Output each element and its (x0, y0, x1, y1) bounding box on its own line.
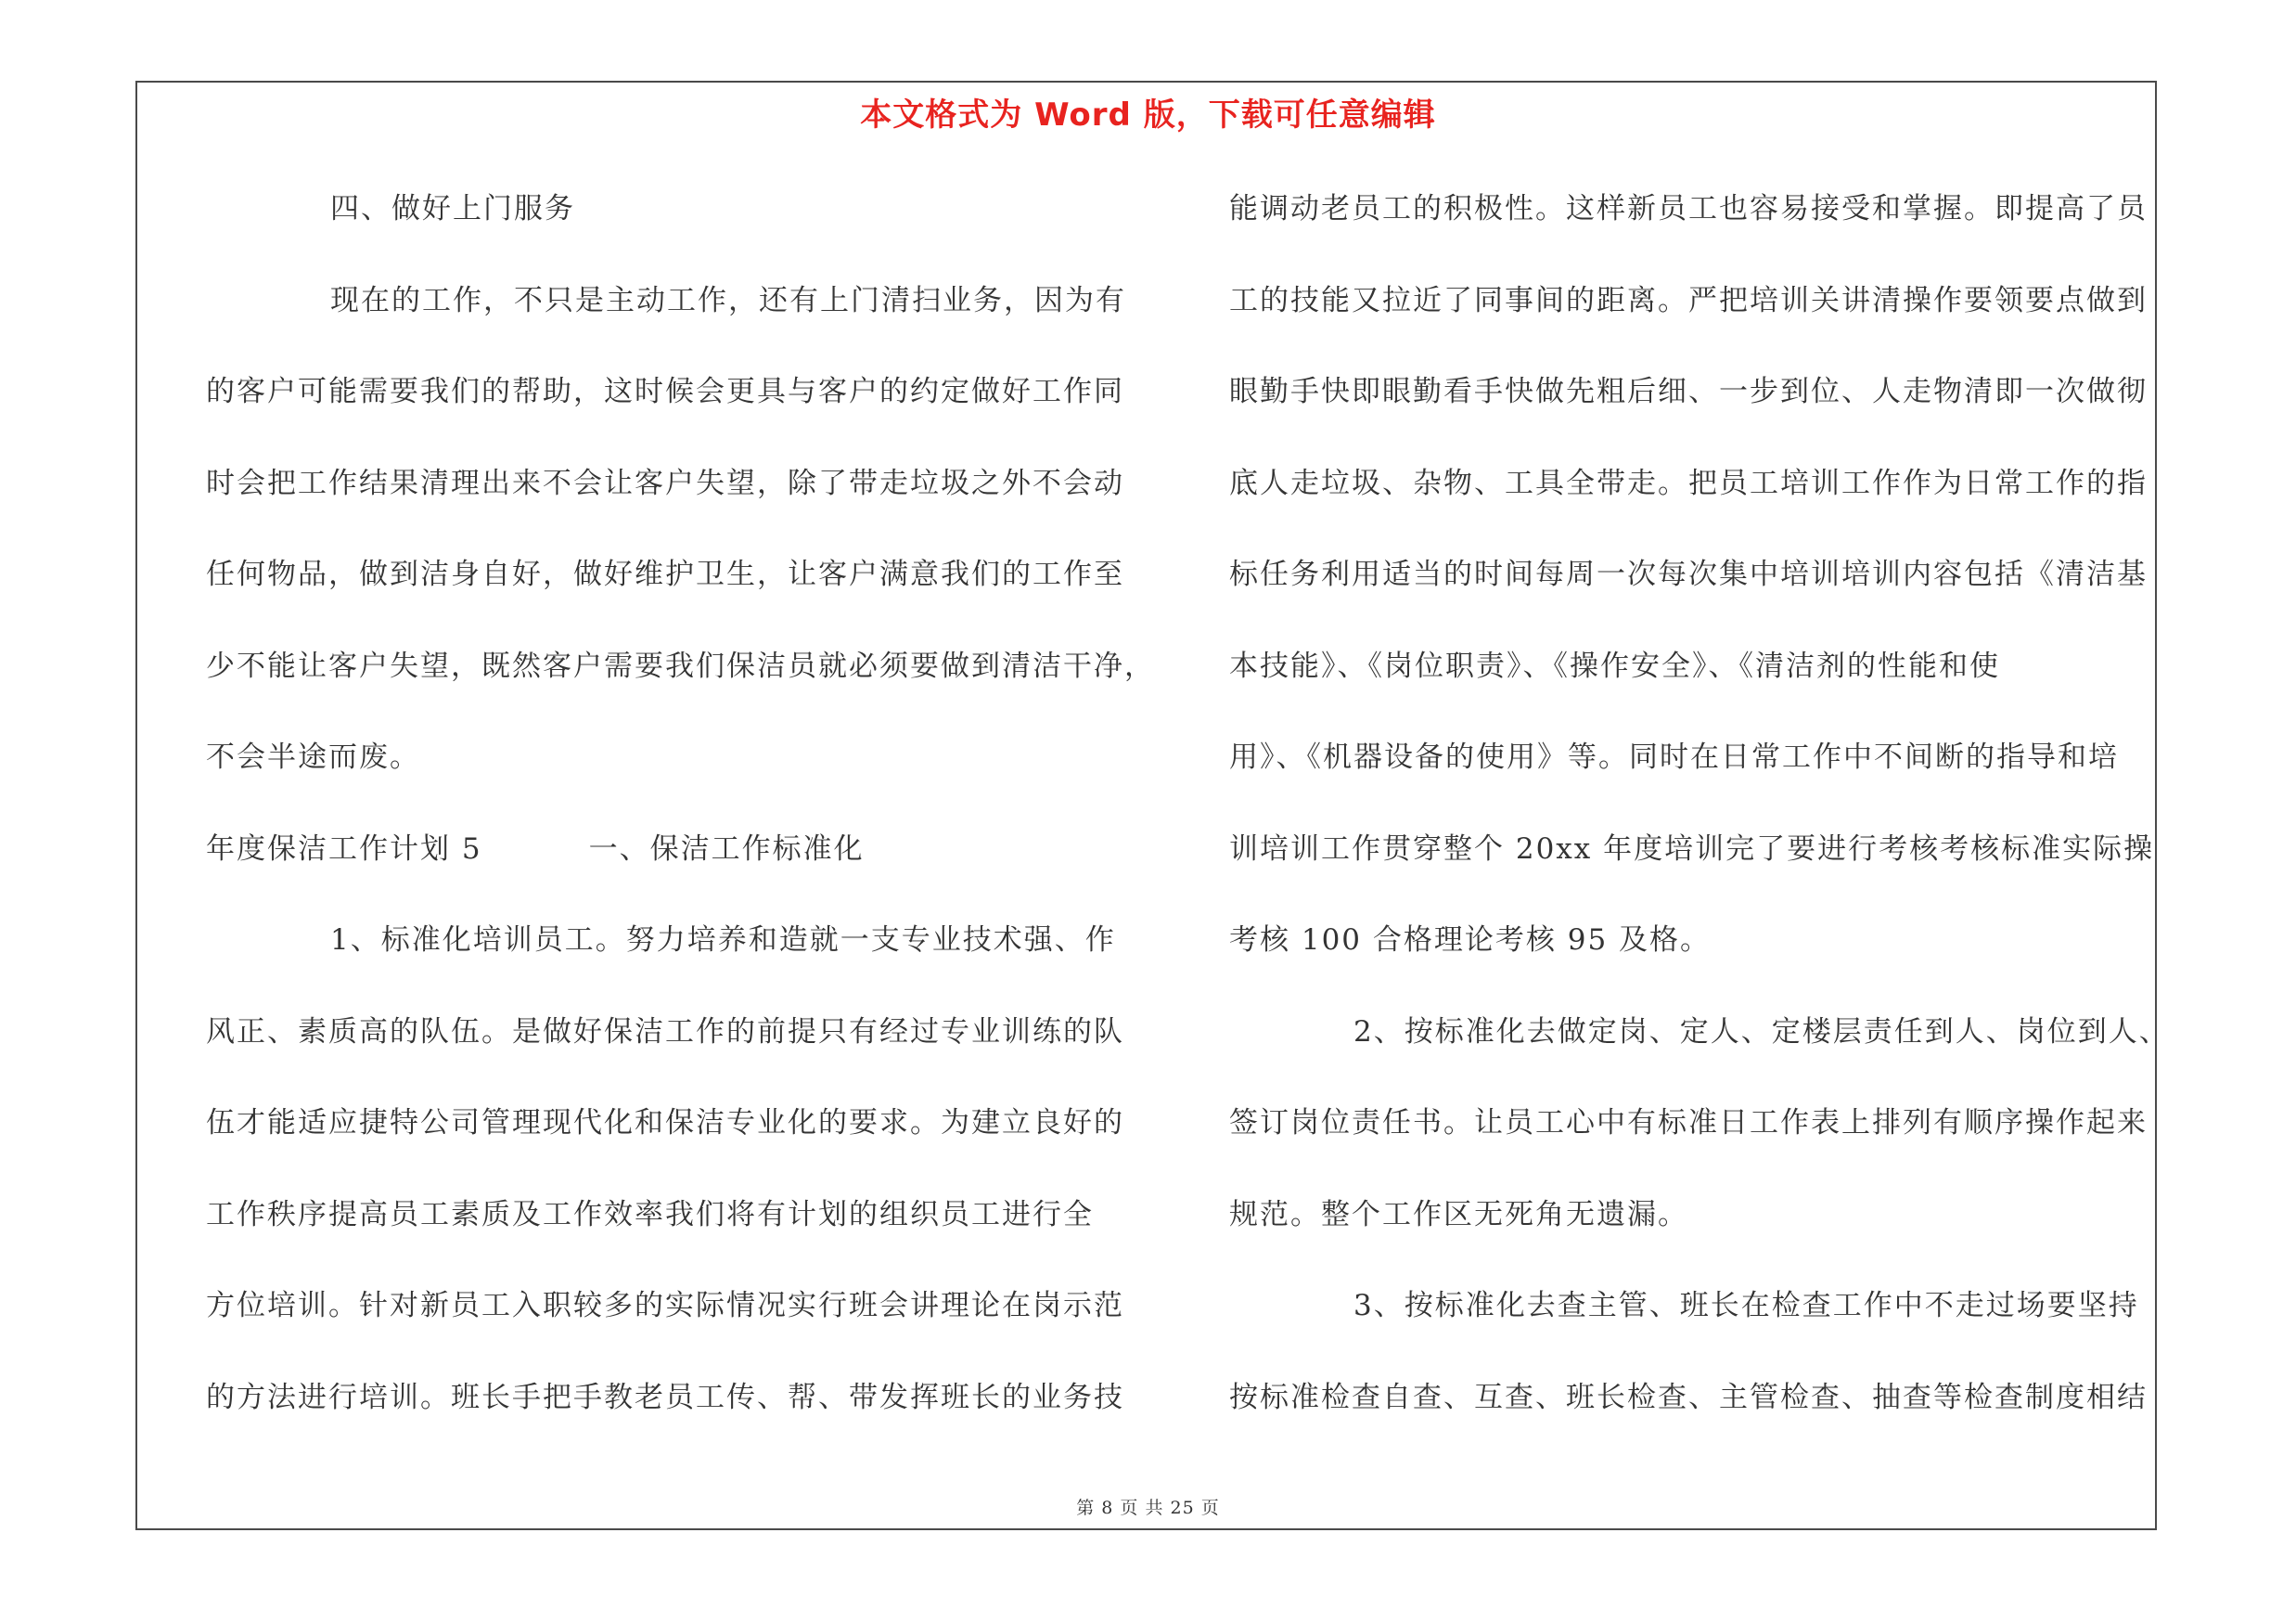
text-line-content: 不会半途而废。 (206, 741, 420, 774)
text-line-content: 本技能》、《岗位职责》、《操作安全》、《清洁剂的性能和使 (1229, 649, 2000, 683)
text-line (206, 460, 1124, 507)
page-number: 第 8 页 共 25 页 (1076, 1498, 1220, 1518)
text-line-content: 按标准检查自查、互查、班长检查、主管检查、抽查等检查制度相结 (1229, 1380, 2148, 1414)
text-line-content: 1、标准化培训员工。努力培养和造就一支专业技术强、作 (330, 923, 1116, 957)
text-line (1229, 186, 2148, 232)
text-line (206, 643, 1155, 689)
text-line-content: 四、做好上门服务 (330, 192, 575, 225)
text-line-content: 方位培训。针对新员工入职较多的实际情况实行班会讲理论在岗示范 (206, 1289, 1124, 1322)
text-line (1229, 917, 1711, 963)
text-line-content: 时会把工作结果清理出来不会让客户失望，除了带走垃圾之外不会动 (206, 466, 1124, 500)
text-line-content: 底人走垃圾、杂物、工具全带走。把员工培训工作作为日常工作的指 (1229, 466, 2148, 500)
text-line (206, 734, 420, 780)
text-line-content: 少不能让客户失望，既然客户需要我们保洁员就必须要做到清洁干净， (206, 649, 1155, 683)
text-line (206, 368, 1124, 415)
text-line (1229, 1100, 2148, 1146)
text-line (206, 1100, 1124, 1146)
text-line-content: 眼勤手快即眼勤看手快做先粗后细、一步到位、人走物清即一次做彻 (1229, 375, 2148, 408)
text-line-content: 用》、《机器设备的使用》等。同时在日常工作中不间断的指导和培 (1229, 741, 2119, 774)
text-line-content: 2、按标准化去做定岗、定人、定楼层责任到人、岗位到人、 (1353, 1014, 2170, 1049)
text-line-content: 标任务利用适当的时间每周一次每次集中培训培训内容包括《清洁基 (1229, 558, 2148, 591)
text-line (1229, 826, 2154, 872)
text-line (206, 1374, 1124, 1421)
text-line-content: 风正、素质高的队伍。是做好保洁工作的前提只有经过专业训练的队 (206, 1014, 1124, 1049)
text-line (1229, 1374, 2148, 1421)
text-line (1229, 734, 2119, 780)
text-line-content: 能调动老员工的积极性。这样新员工也容易接受和掌握。即提高了员 (1229, 192, 2148, 225)
text-line-content: 工的技能又拉近了同事间的距离。严把培训关讲清操作要领要点做到 (1229, 283, 2148, 317)
text-line (206, 917, 1116, 963)
text-line-content: 规范。整个工作区无死角无遗漏。 (1229, 1197, 1688, 1231)
text-line (206, 1191, 1094, 1238)
text-line-content: 的客户可能需要我们的帮助，这时候会更具与客户的约定做好工作同 (206, 375, 1124, 408)
text-line-content: 训培训工作贯穿整个 20xx 年度培训完了要进行考核考核标准实际操 (1229, 831, 2155, 866)
text-line-content: 的方法进行培训。班长手把手教老员工传、帮、带发挥班长的业务技 (206, 1380, 1124, 1414)
text-line (206, 1282, 1124, 1329)
text-line (1229, 460, 2148, 507)
text-line-content: 任何物品，做到洁身自好，做好维护卫生，让客户满意我们的工作至 (206, 558, 1124, 591)
text-line (206, 551, 1124, 598)
text-line (1229, 368, 2148, 415)
text-line (1229, 277, 2148, 324)
text-line (1229, 551, 2148, 598)
section-heading: 一、保洁工作标准化 (588, 831, 865, 866)
text-line (206, 277, 1126, 324)
format-banner: 本文格式为 Word 版，下载可任意编辑 (860, 97, 1436, 134)
text-line-content: 现在的工作，不只是主动工作，还有上门清扫业务，因为有 (330, 283, 1126, 317)
text-line (1229, 1191, 1688, 1238)
text-line (206, 826, 865, 872)
text-line-content: 3、按标准化去查主管、班长在检查工作中不走过场要坚持 (1353, 1289, 2139, 1322)
text-line (1229, 1009, 2170, 1055)
text-line (1229, 643, 2000, 689)
text-line (206, 186, 575, 232)
text-line-content: 考核 100 合格理论考核 95 及格。 (1229, 923, 1712, 957)
text-line-content: 签订岗位责任书。让员工心中有标准日工作表上排列有顺序操作起来 (1229, 1106, 2148, 1140)
text-line-content: 年度保洁工作计划 5 (206, 831, 482, 866)
text-line-content: 工作秩序提高员工素质及工作效率我们将有计划的组织员工进行全 (206, 1197, 1094, 1231)
text-line (206, 1009, 1124, 1055)
text-line (1229, 1282, 2139, 1329)
text-line-content: 伍才能适应捷特公司管理现代化和保洁专业化的要求。为建立良好的 (206, 1106, 1124, 1140)
